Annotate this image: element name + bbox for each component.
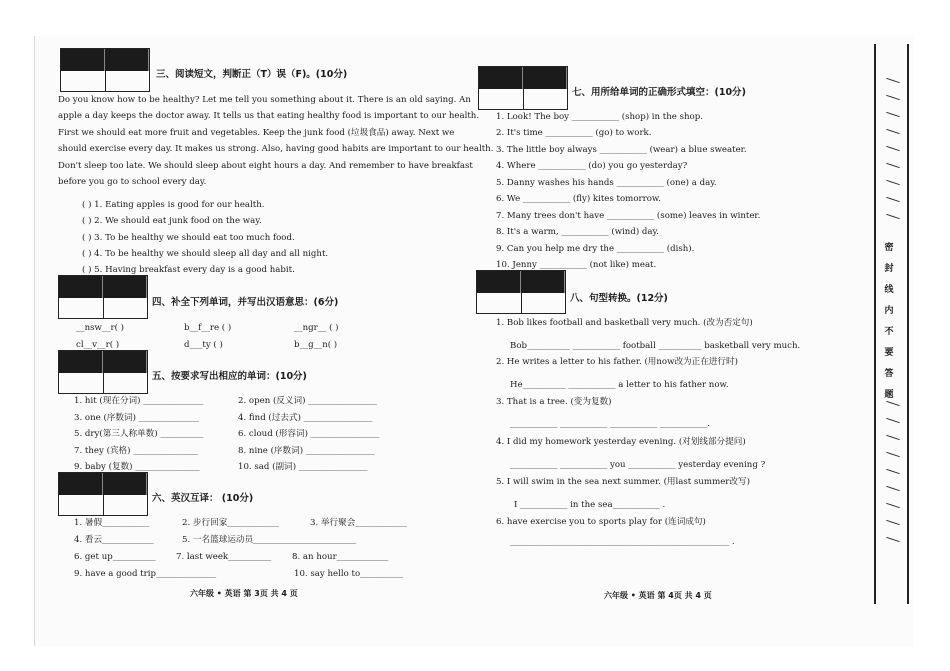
word-form-item: 5. dry(第三人称单数) __________ <box>74 429 204 439</box>
section-8-title: 八、句型转换。(12分) <box>570 293 668 304</box>
score-box-sec8 <box>476 270 566 314</box>
seal-char: 内 <box>884 306 894 316</box>
tf-item-4: ( ) 4. To be healthy we should sleep all day and all night. <box>82 249 329 259</box>
transform-item: 4. I did my homework yesterday evening. (对划线部分提问) <box>496 437 746 447</box>
seal-char: 封 <box>884 264 894 274</box>
score-box-sec5 <box>58 350 148 394</box>
word-form-item: 10. sad (副词) ________________ <box>238 462 368 472</box>
word-form-item: 8. nine (序数词) ________________ <box>238 446 375 456</box>
translate-item: 9. have a good trip______________ <box>74 569 217 579</box>
tf-item-1: ( ) 1. Eating apples is good for our health. <box>82 200 265 210</box>
section-3-title: 三、阅读短文，判断正（T）误（F)。(10分) <box>156 69 348 80</box>
passage-line: should exercise every day. It makes us strong. Also, having good habits are important to our health. <box>58 144 494 155</box>
seal-tick <box>886 180 900 185</box>
seal-tick <box>886 503 900 508</box>
seal-tick <box>886 520 900 525</box>
seal-char: 要 <box>884 348 894 358</box>
word-blank: cl__v__r( ) <box>76 340 120 350</box>
seal-tick <box>886 146 900 151</box>
seal-char: 线 <box>884 285 894 295</box>
transform-answer-line: I ___________ in the sea___________ . <box>514 500 666 510</box>
passage-line: apple a day keeps the doctor away. It tells us that eating healthy food is important to our health. <box>58 111 480 122</box>
transform-item: 5. I will swim in the sea next summer. (用last summer改写) <box>496 477 750 487</box>
seal-tick <box>886 435 900 440</box>
passage-line: Do you know how to be healthy? Let me tell you something about it. There is an old saying. An <box>58 95 471 105</box>
transform-item: 6. have exercise you to sports play for (连词成句) <box>496 517 706 527</box>
fill-item: 5. Danny washes his hands ___________ (one) a day. <box>496 178 717 188</box>
transform-item: 2. He writes a letter to his father. (用now改为正在进行时) <box>496 357 738 367</box>
score-box-sec7 <box>478 66 568 110</box>
fill-item: 3. The little boy always ___________ (wear) a blue sweater. <box>496 145 747 155</box>
seal-char: 答 <box>884 369 894 379</box>
word-form-item: 4. find (过去式) ________________ <box>238 413 373 423</box>
translate-item: 8. an hour____________ <box>292 552 389 562</box>
seal-char: 密 <box>884 243 894 253</box>
translate-item: 4. 看云____________ <box>74 535 154 545</box>
translate-item: 1. 暑假___________ <box>74 518 150 528</box>
word-form-item: 6. cloud (形容词) ________________ <box>238 429 380 439</box>
seal-tick <box>886 197 900 202</box>
fill-item: 9. Can you help me dry the ___________ (dish). <box>496 244 695 254</box>
seal-tick <box>886 129 900 134</box>
passage-line: Don't sleep too late. We should sleep about eight hours a day. And remember to have breakfast <box>58 160 473 171</box>
word-form-item: 2. open (反义词) ________________ <box>238 396 377 406</box>
fill-item: 1. Look! The boy ___________ (shop) in the shop. <box>496 112 703 122</box>
tf-item-3: ( ) 3. To be healthy we should eat too much food. <box>82 233 295 243</box>
transform-answer-line: ___________________________________________________ . <box>510 537 735 547</box>
section-5-title: 五、按要求写出相应的单词：(10分) <box>152 371 307 382</box>
score-box-sec4 <box>58 275 148 319</box>
seal-text <box>882 238 896 406</box>
seal-tick <box>886 469 900 474</box>
word-blank: b__g__n( ) <box>294 340 338 350</box>
transform-answer-line: ___________ ___________ you ___________ yesterday evening ? <box>510 460 766 470</box>
word-form-item: 3. one (序数词) ______________ <box>74 413 199 423</box>
word-form-item: 7. they (宾格) _______________ <box>74 446 198 456</box>
word-blank: __nsw__r( ) <box>76 323 125 333</box>
reading-passage <box>58 92 494 190</box>
seal-tick <box>886 95 900 100</box>
transform-item: 1. Bob likes football and basketball very much. (改为否定句) <box>496 318 753 328</box>
seal-tick <box>886 112 900 117</box>
translate-item: 5. 一名篮球运动员________________________ <box>182 535 357 545</box>
seal-tick <box>886 163 900 168</box>
word-blank: d___ty ( ) <box>184 340 223 350</box>
seal-tick <box>886 452 900 457</box>
tf-item-2: ( ) 2. We should eat junk food on the way. <box>82 216 262 226</box>
seal-tick <box>886 486 900 491</box>
seal-tick <box>886 418 900 423</box>
fill-item: 6. We ___________ (fly) kites tomorrow. <box>496 194 661 204</box>
transform-item: 3. That is a tree. (变为复数) <box>496 397 612 407</box>
fill-item: 8. It's a warm, ___________ (wind) day. <box>496 227 659 237</box>
score-box-sec3 <box>60 48 150 92</box>
seal-char: 题 <box>884 390 894 400</box>
word-form-item: 9. baby (复数) _______________ <box>74 462 200 472</box>
fill-item: 2. It's time ___________ (go) to work. <box>496 128 652 138</box>
section-6-title: 六、英汉互译： (10分) <box>152 493 254 504</box>
transform-answer-line: Bob__________ ___________ football __________ basketball very much. <box>510 341 801 351</box>
word-blank: __ngr__ ( ) <box>294 323 339 333</box>
transform-answer-line: He__________ ___________ a letter to his father now. <box>510 380 729 390</box>
seal-border <box>907 44 909 604</box>
translate-item: 7. last week__________ <box>176 552 272 562</box>
section-4-title: 四、补全下列单词，并写出汉语意思：(6分) <box>152 297 339 308</box>
page-footer-left: 六年级 • 英语 第 3页 共 4 页 <box>190 589 298 598</box>
passage-line: First we should eat more fruit and vegetables. Keep the junk food (垃圾食品) away. Next we <box>58 127 455 138</box>
translate-item: 10. say hello to__________ <box>294 569 404 579</box>
fill-item: 7. Many trees don't have ___________ (some) leaves in winter. <box>496 211 761 221</box>
seal-tick <box>886 214 900 219</box>
transform-answer-line: ___________ ___________ ___________ ___________. <box>510 419 710 429</box>
tf-item-5: ( ) 5. Having breakfast every day is a good habit. <box>82 265 295 275</box>
fill-item: 4. Where ___________ (do) you go yesterday? <box>496 161 688 171</box>
word-form-item: 1. hit (现在分词) ______________ <box>74 396 204 406</box>
seal-char: 不 <box>884 327 894 337</box>
translate-item: 6. get up__________ <box>74 552 156 562</box>
passage-line: before you go to school every day. <box>58 177 207 188</box>
section-7-title: 七、用所给单词的正确形式填空：(10分) <box>572 87 746 98</box>
word-blank: b__f__re ( ) <box>184 323 232 333</box>
seal-line <box>874 44 876 604</box>
fill-item: 10. Jenny ___________ (not like) meat. <box>496 260 657 270</box>
score-box-sec6 <box>58 472 148 516</box>
page-footer-right: 六年级 • 英语 第 4页 共 4 页 <box>604 591 712 600</box>
translate-item: 2. 步行回家____________ <box>182 518 279 528</box>
translate-item: 3. 举行聚会____________ <box>310 518 407 528</box>
